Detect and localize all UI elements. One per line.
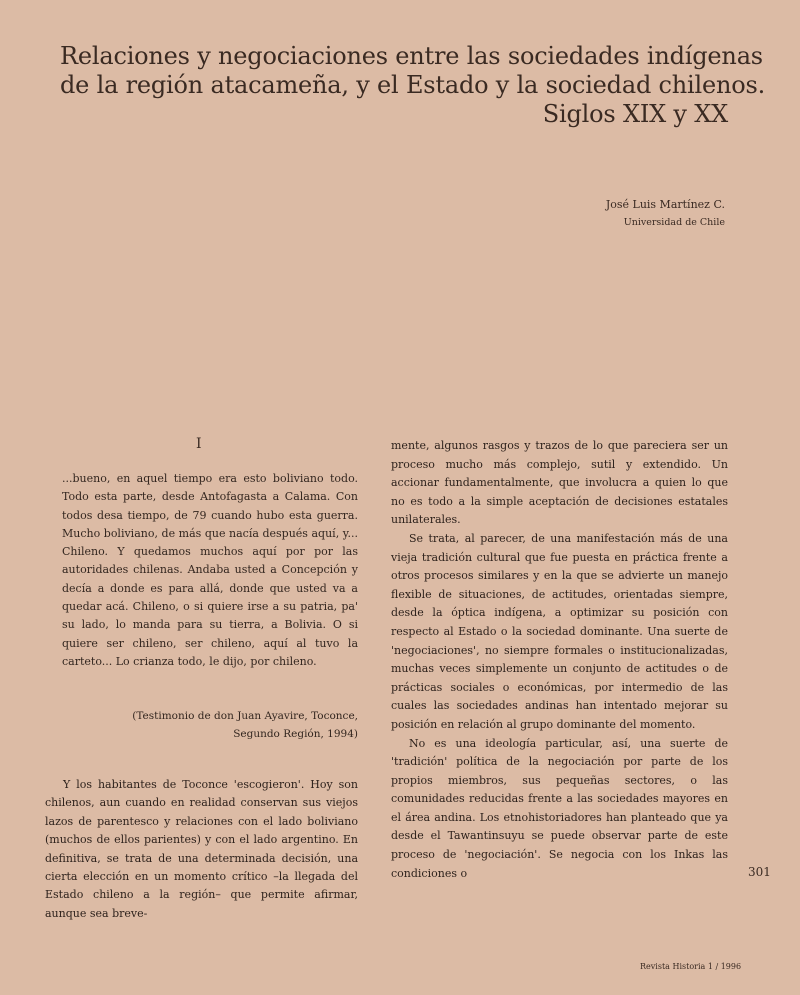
author-name: José Luis Martínez C.	[605, 198, 725, 211]
epigraph-source-line: Segundo Región, 1994)	[233, 728, 358, 740]
author-block	[480, 196, 725, 232]
article-title	[60, 42, 766, 129]
page-number: 301	[748, 865, 771, 879]
epigraph-source	[130, 707, 358, 743]
author-affiliation: Universidad de Chile	[623, 217, 725, 228]
title-line: Siglos XIX y XX	[542, 100, 728, 128]
epigraph-source-line: (Testimonio de don Juan Ayavire, Toconce,	[132, 710, 358, 722]
right-paragraph: mente, algunos rasgos y trazos de lo que pareciera ser un proceso mucho más complejo, sutil y extendido. Un accionar fundamentalmente, que involucra a quien lo que no es todo a la simple aceptación de decisiones estatales unilaterales.	[391, 439, 728, 527]
left-column-paragraph: Y los habitantes de Toconce 'escogieron'. Hoy son chilenos, aun cuando en realidad conservan sus viejos lazos de parentesco y relaciones con el lado boliviano (muchos de ellos parientes) y con el lado argentino. En definitiva, se trata de una determinada decisión, una cierta elección en un momento crítico –la llegada del Estado chileno a la región– que permite afirmar, aunque sea breve-	[45, 778, 358, 920]
right-paragraph: No es una ideología particular, así, una suerte de 'tradición' política de la negociación por parte de los propios miembros, sus pequeñas sectores, o las comunidades reducidas frente a las sociedades mayores en el área andina. Los etnohistoriadores han planteado que ya desde el Tawantinsuyu se puede observar parte de este proceso de 'negociación'. Se negocia con los Inkas las condiciones o	[391, 736, 728, 880]
right-paragraph: Se trata, al parecer, de una manifestación más de una vieja tradición cultural que fue puesta en práctica frente a otros procesos similares y en la que se advierte un manejo flexible de situaciones, de actitudes, orientadas siempre, desde la óptica indígena, a optimizar su posición con respecto al Estado o la sociedad dominante. Una suerte de 'negociaciones', no siempre formales o institucionalizadas, muchas veces simplemente un conjunto de actitudes o de prácticas sociales o económicas, por intermedio de las cuales las sociedades andinas han intentado mejorar su posición en relación al grupo dominante del momento.	[391, 531, 728, 731]
section-number: I	[196, 436, 202, 452]
journal-footer: Revista Historia 1 / 1996	[640, 962, 742, 971]
right-column	[391, 437, 728, 883]
title-line: de la región atacameña, y el Estado y la sociedad chilenos.	[60, 71, 766, 99]
title-line: Relaciones y negociaciones entre las sociedades indígenas	[60, 42, 763, 70]
epigraph-quote: ...bueno, en aquel tiempo era esto boliviano todo. Todo esta parte, desde Antofagasta a Calama. Con todos desa tiempo, de 79 cuando hubo esta guerra. Mucho boliviano, de más que nacía después aquí, y... Chileno. Y quedamos muchos aquí por por las autoridades chilenas. Andaba usted a Concepción y decía a donde es para allá, donde que usted va a quedar acá. Chileno, o si quiere irse a su patria, pa' su lado, lo manda para su tierra, a Bolivia. O si quiere ser chileno, ser chileno, aquí al tuvo la carteto... Lo crianza todo, le dijo, por chileno.	[62, 472, 358, 668]
